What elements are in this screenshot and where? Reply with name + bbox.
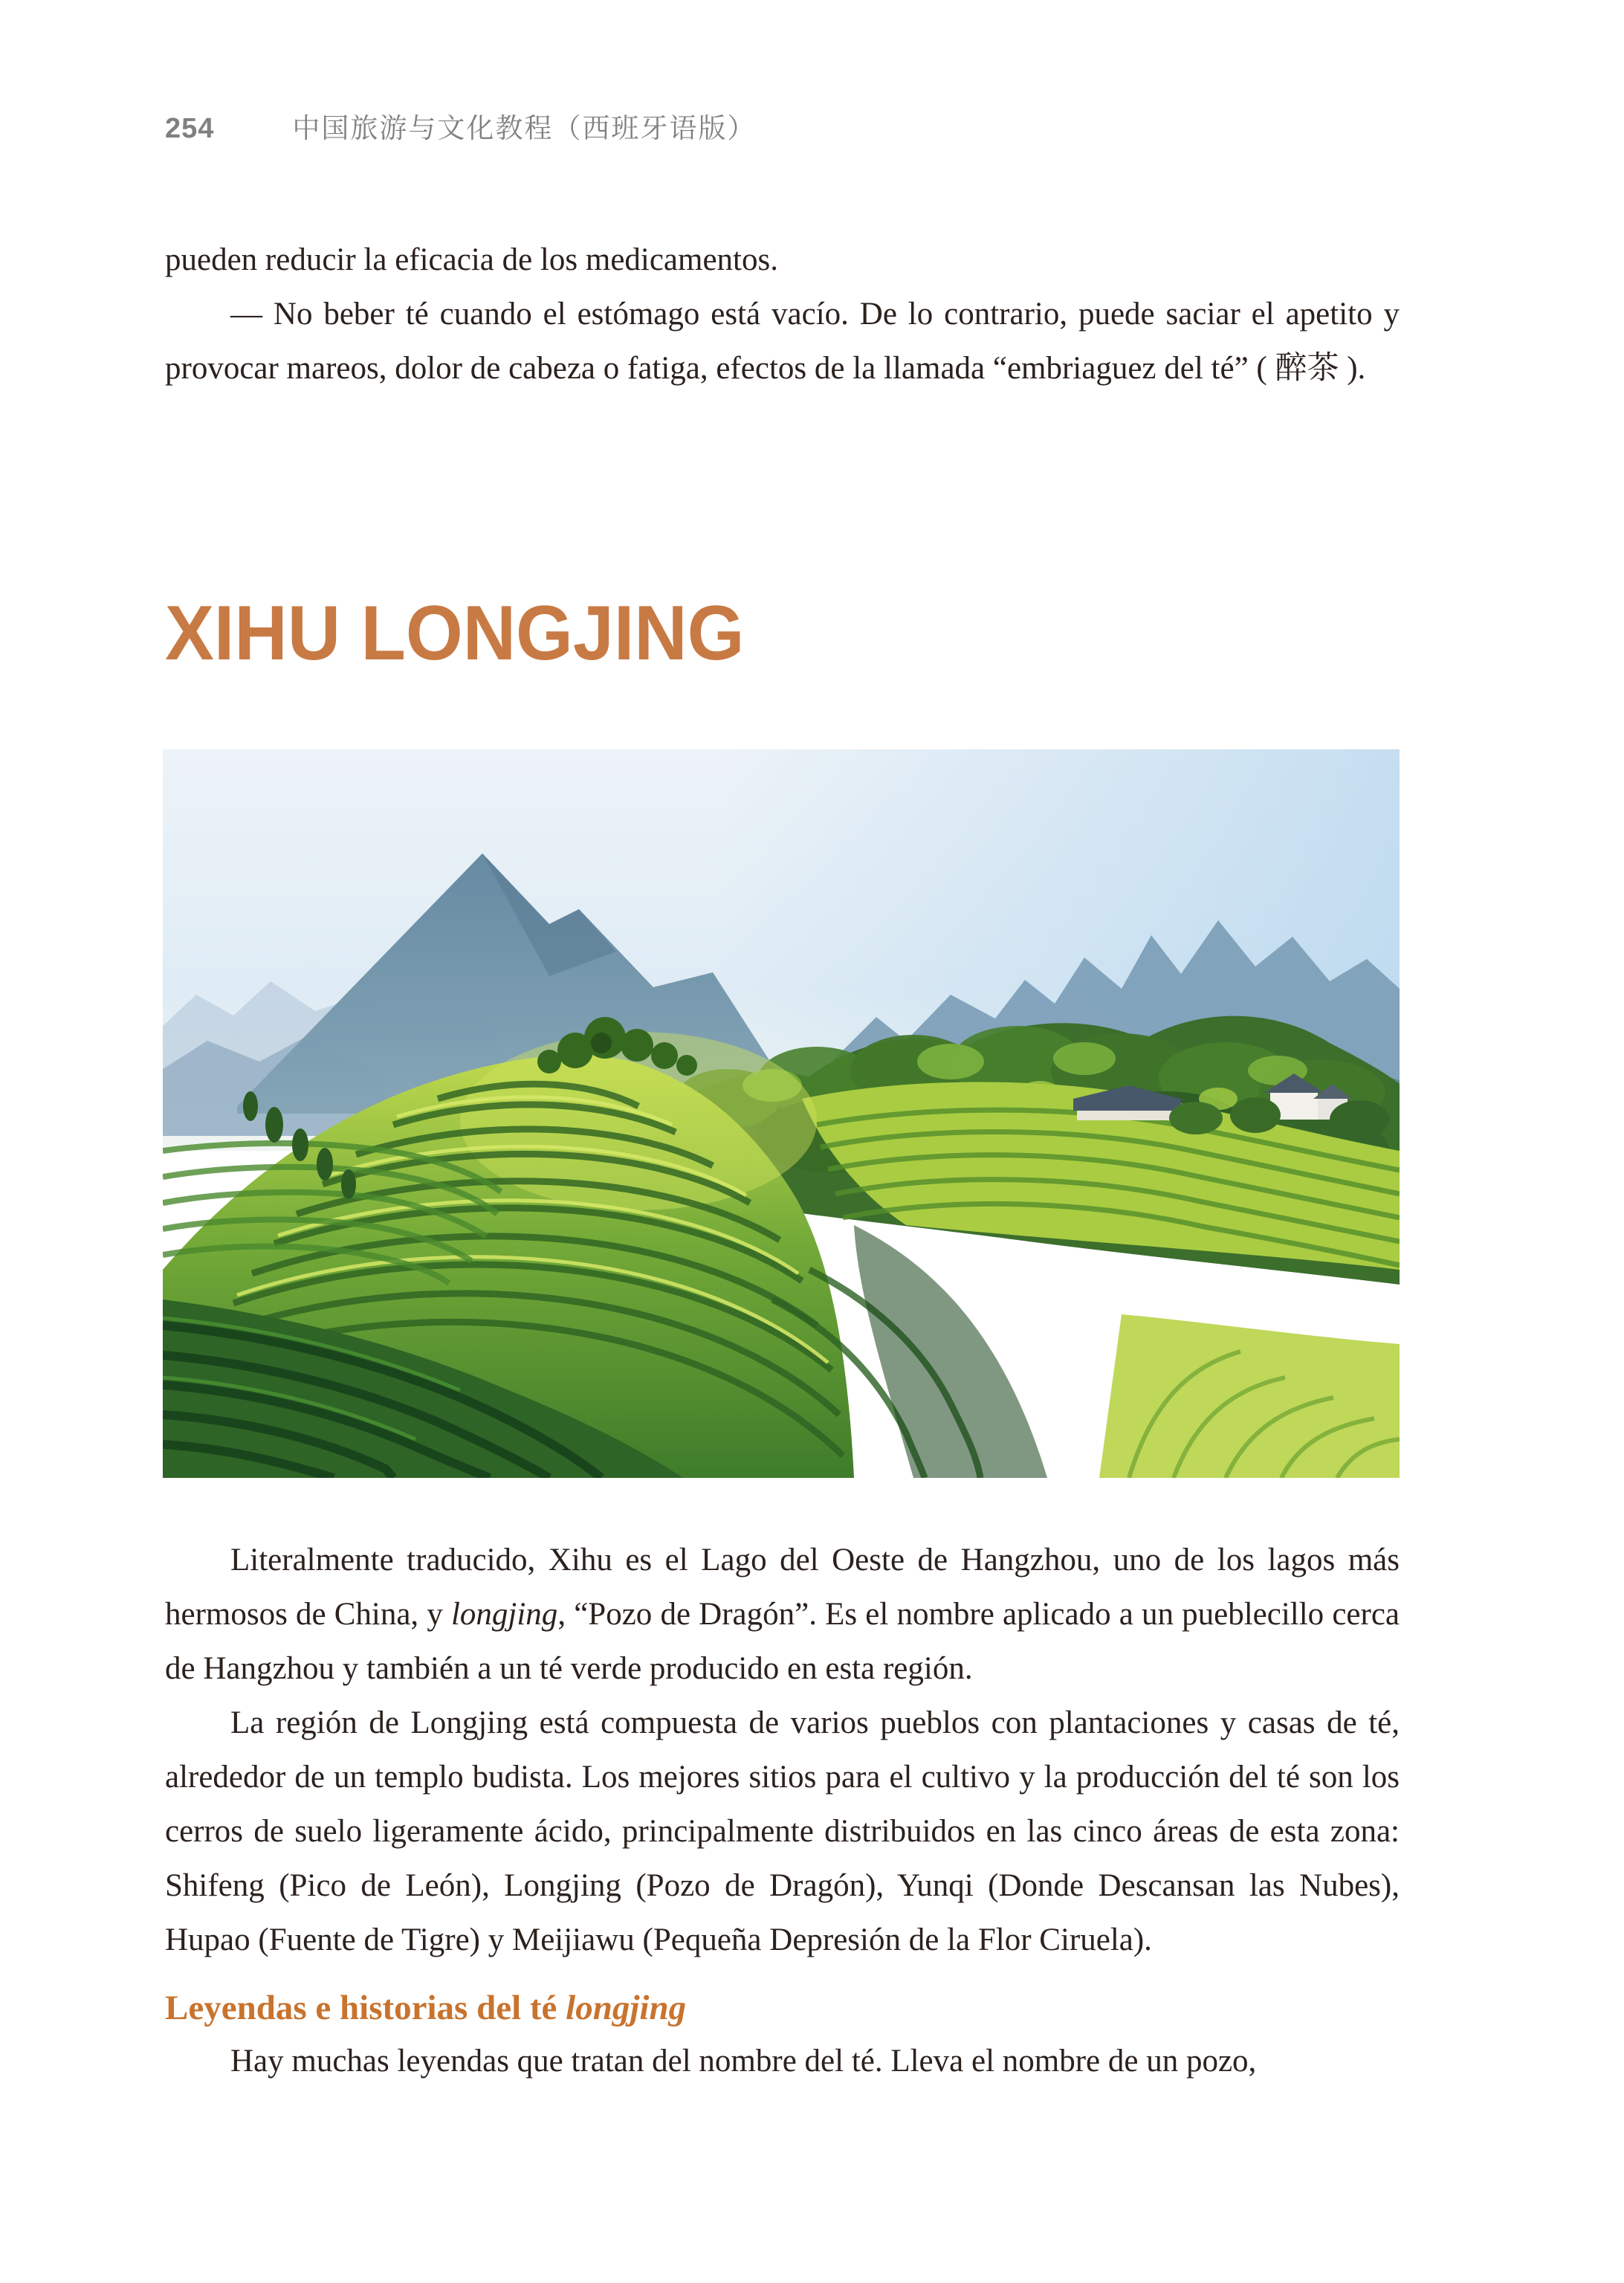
tea-terraces-illustration [163, 749, 1400, 1478]
paragraph-segment: Literalmente traducido, Xihu es el Lago del Oeste de Hangzhou, uno de los lagos más hermosos de China, y [165, 1543, 1400, 1632]
subsection-title-text: Leyendas e historias del té [165, 1989, 566, 2027]
subsection-title-italic: longjing [566, 1989, 687, 2027]
subsection-title [165, 1986, 1400, 2029]
section-title: XIHU LONGJING [165, 590, 745, 676]
paragraph-segment: , “Pozo de Dragón”. Es el nombre aplicado a un pueblecillo cerca de Hangzhou y también a un té verde producido en esta región. [165, 1597, 1400, 1686]
intro-text [165, 233, 1400, 395]
tea-terraces-photo [163, 749, 1400, 1478]
paragraph-tea-tip: — No beber té cuando el estómago está vacío. De lo contrario, puede saciar el apetito y provocar mareos, dolor de cabeza o fatiga, efectos de la llamada “embriaguez del té” ( 醉茶 ). [165, 297, 1400, 386]
book-title: 中国旅游与文化教程（西班牙语版） [292, 113, 757, 143]
paragraph-legends: Hay muchas leyendas que tratan del nombre del té. Lleva el nombre de un pozo, [230, 2044, 1257, 2079]
subsection [165, 1986, 1400, 2088]
body-text [165, 1533, 1400, 1967]
italic-term-longjing: longjing [450, 1597, 558, 1632]
running-head [165, 106, 756, 146]
paragraph-longjing-region: La región de Longjing está compuesta de varios pueblos con plantaciones y casas de té, alrededor de un templo budista. Los mejores sitios para el cultivo y la producción del té son los cerros de suelo ligeramente ácido, principalmente distribuidos en las cinco áreas de esta zona: Shifeng (Pico de León), Longjing (Pozo de Dragón), Yunqi (Donde Descansan las Nubes), Hupao (Fuente de Tigre) y Meijiawu (Pequeña Depresión de la Flor Ciruela). [165, 1705, 1400, 1957]
paragraph-continuation: pueden reducir la eficacia de los medicamentos. [165, 242, 778, 277]
paragraph-xihu-meaning [165, 1533, 1400, 1696]
page-number: 254 [165, 113, 215, 144]
